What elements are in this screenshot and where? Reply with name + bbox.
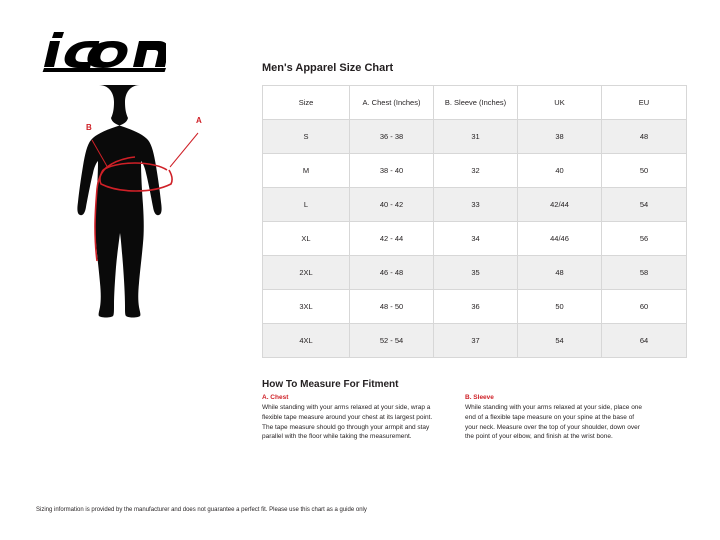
- table-header-row: [263, 86, 687, 120]
- cell-chest: 48 - 50: [350, 290, 434, 324]
- table-row: [263, 222, 687, 256]
- cell-eu: 54: [602, 188, 687, 222]
- cell-uk: 40: [518, 154, 602, 188]
- measure-item-heading: B. Sleeve: [465, 394, 494, 401]
- disclaimer-text: Sizing information is provided by the manufacturer and does not guarantee a perfect fit. Please use this chart as a guide only: [36, 507, 367, 514]
- table-row: [263, 290, 687, 324]
- how-to-measure-columns: [262, 394, 686, 442]
- measure-item-text: While standing with your arms relaxed at your side, wrap a flexible tape measure around your chest at its largest point. The tape measure should go through your armpit and stay parallel with the floor while taking the measurement.: [262, 404, 433, 441]
- cell-eu: 60: [602, 290, 687, 324]
- column-header-sleeve: B. Sleeve (Inches): [434, 86, 518, 120]
- column-header-size: Size: [263, 86, 350, 120]
- cell-eu: 50: [602, 154, 687, 188]
- cell-sleeve: 37: [434, 324, 518, 358]
- cell-eu: 58: [602, 256, 687, 290]
- measure-item-chest: [262, 394, 443, 442]
- page-title: Men's Apparel Size Chart: [262, 62, 394, 74]
- icon-logo: [36, 28, 166, 68]
- callout-label-a: A: [196, 116, 202, 125]
- measure-item-heading: A. Chest: [262, 394, 289, 401]
- cell-eu: 56: [602, 222, 687, 256]
- cell-uk: 50: [518, 290, 602, 324]
- cell-size: 2XL: [263, 256, 350, 290]
- body-measurement-figure: [30, 75, 240, 395]
- size-chart-table: [262, 85, 687, 358]
- measure-item-text: While standing with your arms relaxed at your side, place one end of a flexible tape measure on your spine at the base of your neck. Measure over the top of your shoulder, down over the point of your elbow, and finish at the wrist bone.: [465, 404, 643, 441]
- cell-size: L: [263, 188, 350, 222]
- column-header-uk: UK: [518, 86, 602, 120]
- cell-chest: 36 - 38: [350, 120, 434, 154]
- how-to-measure-title: How To Measure For Fitment: [262, 379, 399, 390]
- cell-size: XL: [263, 222, 350, 256]
- table-row: [263, 154, 687, 188]
- table-header: [263, 86, 687, 120]
- male-body-silhouette: [30, 75, 240, 395]
- table-row: [263, 324, 687, 358]
- cell-sleeve: 34: [434, 222, 518, 256]
- table-row: [263, 120, 687, 154]
- cell-chest: 38 - 40: [350, 154, 434, 188]
- cell-chest: 40 - 42: [350, 188, 434, 222]
- cell-sleeve: 31: [434, 120, 518, 154]
- icon-logo-mark: [36, 28, 166, 72]
- cell-uk: 48: [518, 256, 602, 290]
- cell-uk: 42/44: [518, 188, 602, 222]
- cell-chest: 42 - 44: [350, 222, 434, 256]
- cell-uk: 38: [518, 120, 602, 154]
- column-header-eu: EU: [602, 86, 687, 120]
- cell-size: M: [263, 154, 350, 188]
- cell-uk: 44/46: [518, 222, 602, 256]
- cell-sleeve: 32: [434, 154, 518, 188]
- cell-size: 3XL: [263, 290, 350, 324]
- table-row: [263, 188, 687, 222]
- column-header-chest: A. Chest (Inches): [350, 86, 434, 120]
- cell-size: 4XL: [263, 324, 350, 358]
- cell-eu: 64: [602, 324, 687, 358]
- cell-sleeve: 35: [434, 256, 518, 290]
- cell-chest: 46 - 48: [350, 256, 434, 290]
- measure-item-sleeve: [465, 394, 646, 442]
- table-row: [263, 256, 687, 290]
- cell-size: S: [263, 120, 350, 154]
- cell-sleeve: 36: [434, 290, 518, 324]
- cell-uk: 54: [518, 324, 602, 358]
- callout-label-b: B: [86, 123, 92, 132]
- cell-chest: 52 - 54: [350, 324, 434, 358]
- table-body: [263, 120, 687, 358]
- cell-eu: 48: [602, 120, 687, 154]
- cell-sleeve: 33: [434, 188, 518, 222]
